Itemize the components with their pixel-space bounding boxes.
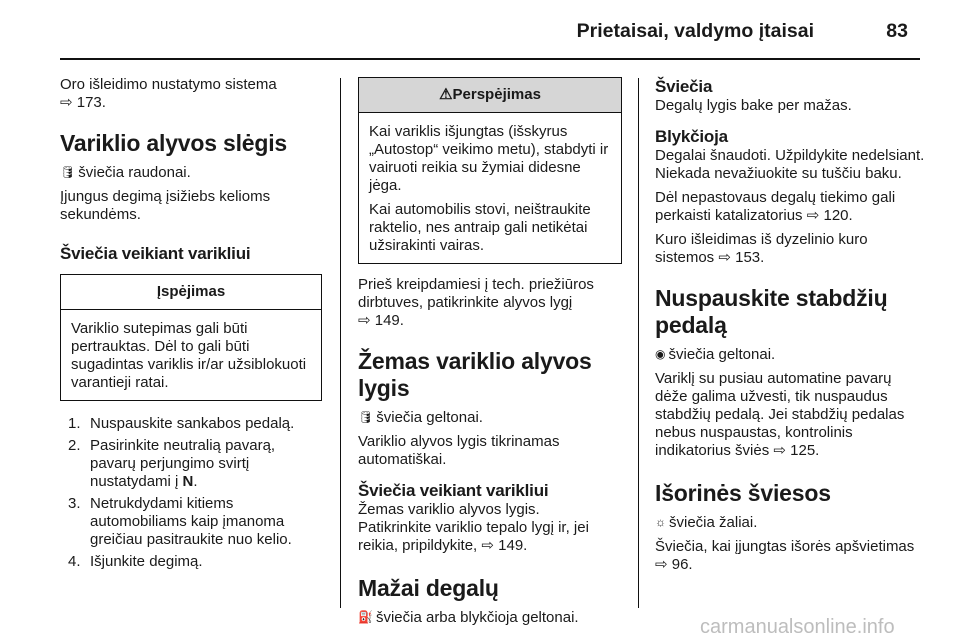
column-3 — [655, 66, 925, 574]
low-oil-subheading: Šviečia veikiant varikliui — [358, 481, 549, 500]
low-oil-heading: Žemas variklio alyvos lygis — [358, 348, 592, 401]
notice-title: Įspėjimas — [61, 275, 321, 310]
diesel-text: Kuro išleidimas iš dyzelinio kuro sistemos ⇨ 153. — [655, 231, 868, 266]
brake-light-text: ◉ šviečia geltonai. — [655, 346, 776, 363]
intro-ref[interactable]: 173. — [76, 94, 106, 111]
brake-text: Variklį su pusiau automatine pavarų dėže galima užvesti, tik nuspaudus stabdžių pedalą. Jei stabdžių pedalas nebus nuspaustas, kontrolinis indikatorius šviės ⇨ 125. — [655, 370, 905, 459]
catalyst-ref[interactable]: 120. — [823, 207, 853, 224]
list-item: 3. Netrukdydami kitiems automobiliams kaip įmanoma greičiau pasitraukite nuo kelio. — [68, 495, 292, 548]
list-item: 1. Nuspauskite sankabos pedalą. — [68, 415, 295, 432]
low-oil-light-text: 🛢 šviečia geltonai. — [358, 409, 483, 426]
page-number: 83 — [886, 20, 908, 42]
service-text: Prieš kreipdamiesi į tech. priežiūros dirbtuves, patikrinkite alyvos lygį ⇨ 149. — [358, 276, 594, 329]
warning-text-1: Kai variklis išjungtas (išskyrus „Autostop“ veikimo metu), stabdyti ir vairuoti reikia su žymiai didesne jėga. — [369, 123, 609, 194]
arrow-ref-icon: ⇨ — [718, 249, 731, 266]
oil-can-icon: 🛢 — [60, 165, 76, 179]
arrow-ref-icon: ⇨ — [773, 442, 786, 459]
warning-title: ⚠Perspėjimas — [359, 78, 621, 113]
arrow-ref-icon: ⇨ — [481, 537, 494, 554]
warning-triangle-icon: ⚠ — [439, 86, 453, 103]
warning-box — [358, 77, 622, 264]
oil-pressure-light-text: 🛢 šviečia raudonai. — [60, 164, 191, 181]
low-oil-auto-text: Variklio alyvos lygis tikrinamas automatiškai. — [358, 433, 560, 468]
exterior-lights-ref[interactable]: 96. — [671, 556, 693, 573]
page-header — [60, 0, 920, 58]
lit-heading: Šviečia — [655, 77, 713, 96]
oil-pressure-ignition-text: Įjungus degimą įsižiebs kelioms sekundėms. — [60, 188, 271, 223]
low-fuel-light-text: ⛽ šviečia arba blykčioja geltonai. — [358, 609, 579, 626]
low-fuel-heading: Mažai degalų — [358, 575, 499, 601]
column-1 — [60, 66, 322, 575]
blink-text: Degalai šnaudoti. Užpildykite nedelsiant. Niekada nevažiuokite su tuščiu baku. — [655, 147, 925, 182]
column-divider — [340, 78, 341, 608]
arrow-ref-icon: ⇨ — [358, 312, 371, 329]
exterior-lights-icon: ☼ — [655, 515, 666, 529]
watermark: carmanualsonline.info — [700, 616, 895, 638]
header-title: Prietaisai, valdymo įtaisai — [576, 20, 814, 42]
arrow-ref-icon: ⇨ — [655, 556, 668, 573]
exterior-lights-heading: Išorinės šviesos — [655, 480, 831, 506]
header-rule — [60, 58, 920, 60]
list-item: 4. Išjunkite degimą. — [68, 553, 203, 570]
blink-heading: Blykčioja — [655, 127, 728, 146]
service-ref[interactable]: 149. — [374, 312, 404, 329]
column-divider — [638, 78, 639, 608]
low-oil-text-2: Patikrinkite variklio tepalo lygį ir, jei reikia, pripildykite, ⇨ 149. — [358, 519, 589, 554]
notice-box — [60, 274, 322, 401]
diesel-ref[interactable]: 153. — [735, 249, 765, 266]
arrow-ref-icon: ⇨ — [60, 94, 73, 111]
brake-pedal-icon: ◉ — [655, 347, 666, 361]
brake-ref[interactable]: 125. — [790, 442, 820, 459]
lit-text: Degalų lygis bake per mažas. — [655, 97, 852, 114]
oil-pressure-subheading: Šviečia veikiant varikliui — [60, 244, 251, 263]
list-item: 2. Pasirinkite neutralią pavarą, pavarų perjungimo svirtį nustatydami į N. — [68, 437, 276, 490]
oil-pressure-heading: Variklio alyvos slėgis — [60, 130, 288, 156]
column-2 — [358, 66, 622, 627]
catalyst-text: Dėl nepastovaus degalų tiekimo gali perkaisti katalizatorius ⇨ 120. — [655, 189, 896, 224]
exterior-lights-light-text: ☼ šviečia žaliai. — [655, 514, 758, 531]
brake-heading: Nuspauskite stabdžių pedalą — [655, 285, 888, 338]
exterior-lights-text: Šviečia, kai įjungtas išorės apšvietimas ⇨ 96. — [655, 538, 915, 573]
warning-text-2: Kai automobilis stovi, neištraukite raktelio, nes antraip gali netikėtai užsirakinti vairas. — [369, 201, 591, 254]
low-oil-ref[interactable]: 149. — [498, 537, 528, 554]
intro-text: Oro išleidimo nustatymo sistema ⇨ 173. — [60, 76, 277, 111]
steps-list — [60, 415, 322, 571]
arrow-ref-icon: ⇨ — [806, 207, 820, 224]
oil-level-icon: 🛢 — [358, 410, 374, 424]
notice-text: Variklio sutepimas gali būti pertrauktas. Dėl to gali būti sugadintas variklis ir/ar užsiblokuoti varantieji ratai. — [71, 320, 307, 391]
low-oil-text-1: Žemas variklio alyvos lygis. — [358, 501, 540, 518]
fuel-pump-icon: ⛽ — [358, 610, 373, 624]
